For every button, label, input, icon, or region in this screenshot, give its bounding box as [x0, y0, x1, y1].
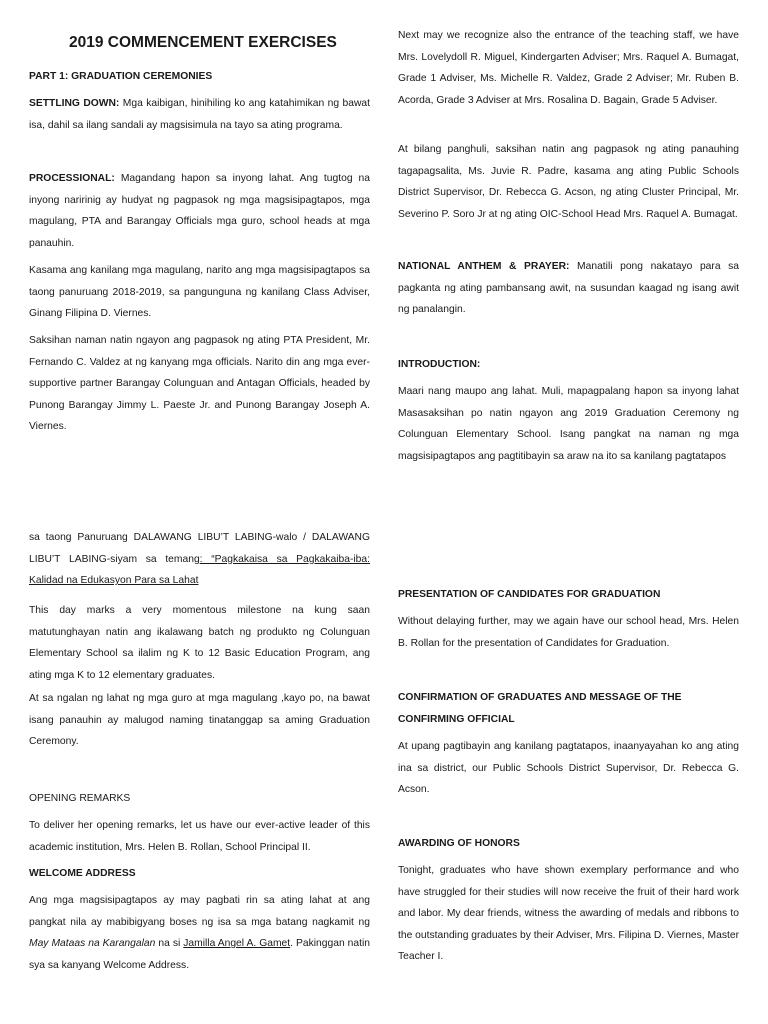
speaker-name: Jamilla Angel A. Gamet: [183, 938, 291, 949]
theme-paragraph: [29, 527, 370, 592]
anthem-paragraph: [398, 256, 739, 321]
awarding-heading: AWARDING OF HONORS: [398, 838, 520, 849]
opening-remarks-text: To deliver her opening remarks, let us have our ever-active leader of this academic institution, Mrs. Helen B. Rollan, School Principal II.: [29, 820, 370, 853]
saksihan-paragraph: Saksihan naman natin ngayon ang pagpasok ng ating PTA President, Mr. Fernando C. Valdez at ng kanyang mga officials. Narito din ang mga ever-supportive partner Barangay Colunguan and Antagan Officials, headed by Punong Barangay Jimmy L. Paeste Jr. and Punong Barangay Joseph A. Viernes.: [29, 335, 370, 432]
processional-label: PROCESSIONAL:: [29, 173, 115, 184]
ngalan-paragraph: At sa ngalan ng lahat ng mga guro at mga magulang ,kayo po, na bawat isang panauhin ay malugod naming tinatanggap sa aming Graduation Ceremony.: [29, 693, 370, 747]
anthem-text: Manatili pong nakatayo para sa pagkanta ng ating pambansang awit, na susundan kaagad ng isang awit ng panalangin.: [398, 261, 739, 315]
welcome-text-3: . Pakinggan natin sya sa kanyang Welcome Address.: [29, 938, 370, 971]
bilang-paragraph: At bilang panghuli, saksihan natin ang pagpasok ng ating panauhing tagapagsalita, Ms. Juvie R. Padre, kasama ang ating Public Schools District Supervisor, Dr. Rebecca G. Acson, ng ating Cluster Principal, Mr. Severino P. Soro Jr at ng ating OIC-School Head Mrs. Raquel A. Bumagat.: [398, 144, 739, 220]
settling-down-paragraph: [29, 93, 370, 136]
teaching-staff-paragraph: Next may we recognize also the entrance of the teaching staff, we have Mrs. Lovelydoll R. Miguel, Kindergarten Adviser; Mrs. Raquel A. Bumagat, Grade 1 Adviser, Ms. Michelle R. Valdez, Grade 2 Adviser; Mr. Ruben B. Acorda, Grade 3 Adviser at Mrs. Rosalina D. Bagain, Grade 5 Adviser.: [398, 30, 739, 106]
presentation-heading: PRESENTATION OF CANDIDATES FOR GRADUATION: [398, 589, 661, 600]
kasama-paragraph: Kasama ang kanilang mga magulang, narito ang mga magsisipagtapos sa taong panuruang 2018-2019, sa pangunguna ng kanilang Class Adviser, Ginang Filipina D. Viernes.: [29, 265, 370, 319]
theme-intro-text: sa taong Panuruang DALAWANG LIBU’T LABING-walo / DALAWANG LIBU’T LABING-siyam sa temang: [29, 532, 370, 565]
part1-heading: PART 1: GRADUATION CEREMONIES: [29, 71, 213, 82]
welcome-text-1: Ang mga magsisipagtapos ay may pagbati rin sa ating lahat at ang pangkat nila ay mabibigyang boses ng isa sa mga batang nagkamit ng: [29, 895, 370, 928]
honor-title: May Mataas na Karangalan: [29, 938, 156, 949]
introduction-text: Maari nang maupo ang lahat. Muli, mapagpalang hapon sa inyong lahat Masasaksihan po natin ngayon ang 2019 Graduation Ceremony ng Colunguan Elementary School. Isang pangkat na naman ng mga magsisipagtapos ang pagtitibayin sa araw na ito sa kanilang pagtatapos: [398, 386, 739, 462]
processional-text: Magandang hapon sa inyong lahat. Ang tugtog na inyong naririnig ay hudyat ng pagpasok ng mga magsisipagtapos, mga magulang, PTA and Barangay Officials mga guro, school heads at mga panauhin.: [29, 173, 370, 249]
introduction-heading: INTRODUCTION:: [398, 359, 481, 370]
settling-down-text: Mga kaibigan, hinihiling ko ang katahimikan ng bawat isa, dahil sa ilang sandali ay magsisimula na tayo sa ating programa.: [29, 98, 370, 131]
milestone-paragraph: This day marks a very momentous milestone na kung saan matutunghayan natin ang ikalawang batch ng produkto ng Colunguan Elementary School sa ilalim ng K to 12 Basic Education Program, ang ating mga K to 12 elementary graduates.: [29, 605, 370, 681]
confirmation-heading: CONFIRMATION OF GRADUATES AND MESSAGE OF THE CONFIRMING OFFICIAL: [398, 692, 682, 725]
theme-quote: : “Pagkakaisa sa Pagkakaiba-iba: Kalidad na Edukasyon Para sa Lahat: [29, 553, 370, 586]
opening-remarks-heading: OPENING REMARKS: [29, 793, 131, 804]
processional-paragraph: [29, 168, 370, 254]
settling-down-label: SETTLING DOWN:: [29, 98, 120, 109]
confirmation-text: At upang pagtibayin ang kanilang pagtatapos, inaanyayahan ko ang ating ina sa district, our Public Schools District Supervisor, Dr. Rebecca G. Acson.: [398, 741, 739, 795]
document-title: 2019 COMMENCEMENT EXERCISES: [69, 34, 337, 51]
presentation-text: Without delaying further, may we again have our school head, Mrs. Helen B. Rollan for the presentation of Candidates for Graduation.: [398, 616, 739, 649]
anthem-label: NATIONAL ANTHEM & PRAYER:: [398, 261, 570, 272]
welcome-text-2: na si: [155, 938, 184, 949]
awarding-text: Tonight, graduates who have shown exemplary performance and who have struggled for their studies will now receive the fruit of their hard work and labor. My dear friends, witness the awarding of medals and ribbons to the outstanding graduates by their Adviser, Mrs. Filipina D. Viernes, Master Teacher I.: [398, 865, 739, 962]
welcome-address-paragraph: [29, 890, 370, 976]
welcome-address-heading: WELCOME ADDRESS: [29, 868, 136, 879]
